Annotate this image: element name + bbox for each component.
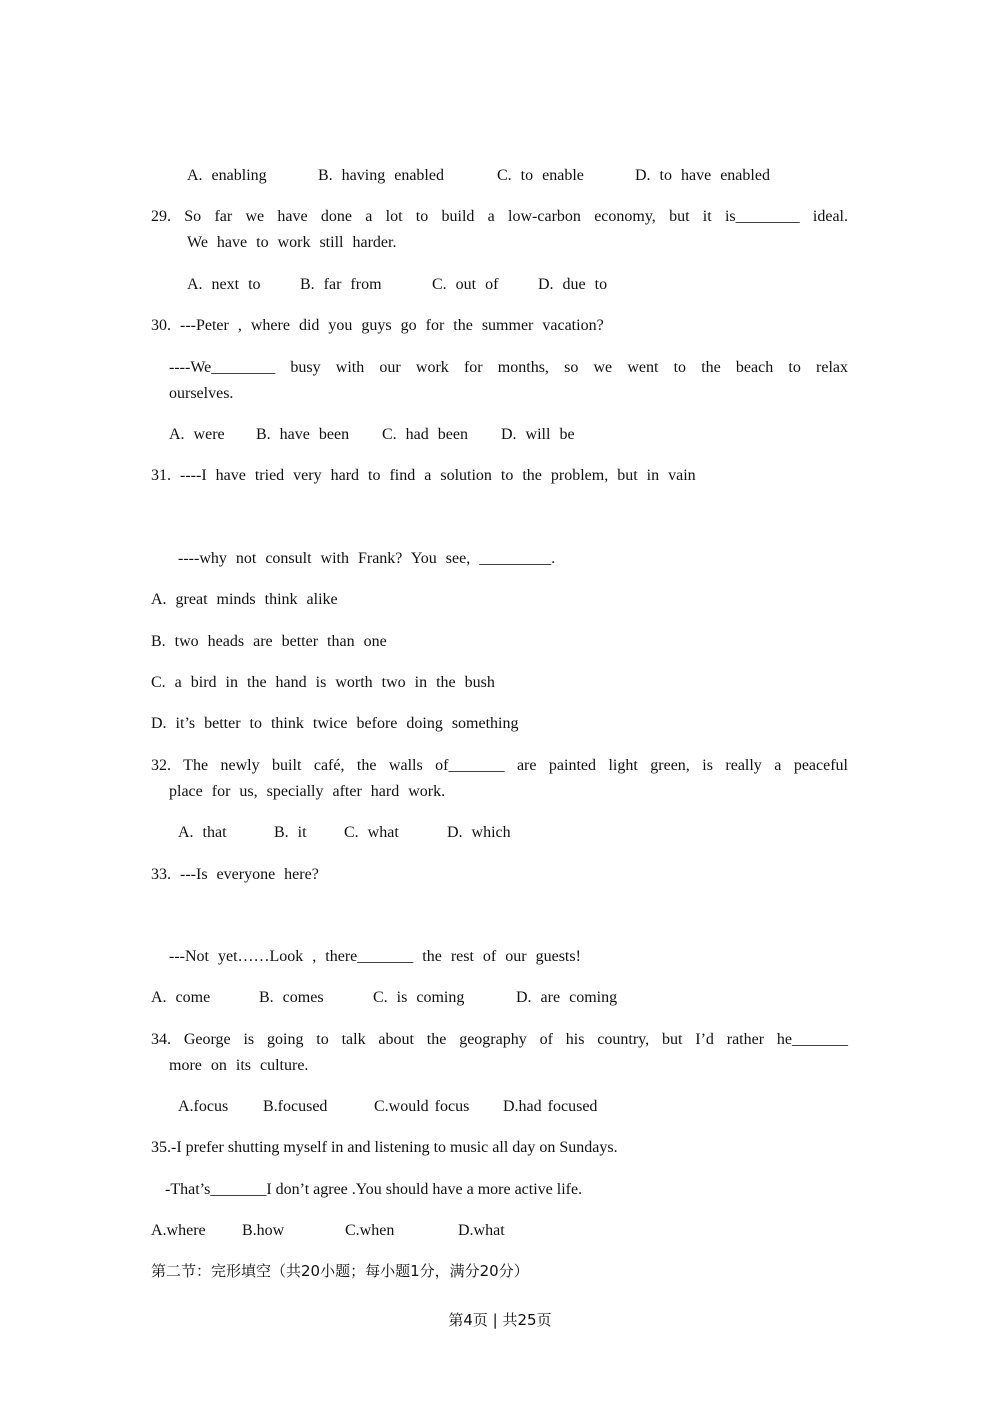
q31-option-c: C. a bird in the hand is worth two in the bush [151,674,495,691]
q33-option-b: B. comes [259,989,324,1006]
q28-option-c: C. to enable [497,167,584,184]
q30-response-cont: ourselves. [169,385,234,402]
q29-stem: 29. So far we have done a lot to build a low-carbon economy, but it is________ ideal. [151,208,848,225]
q33-stem: 33. ---Is everyone here? [151,866,319,883]
q32-stem-cont: place for us, specially after hard work. [169,783,446,800]
q34-option-b: B.focused [263,1098,328,1115]
q28-option-b: B. having enabled [318,167,444,184]
q34-option-d: D.had focused [503,1098,598,1115]
q29-option-a: A. next to [187,276,261,293]
q31-option-a: A. great minds think alike [151,591,338,608]
q35-option-d: D.what [458,1222,505,1239]
q29-stem-cont: We have to work still harder. [187,234,397,251]
q32-option-d: D. which [447,824,511,841]
q33-option-a: A. come [151,989,211,1006]
q29-option-d: D. due to [538,276,608,293]
q31-option-d: D. it’s better to think twice before doing something [151,715,519,732]
q32-stem: 32. The newly built café, the walls of_______ are painted light green, is really a peaceful [151,757,848,774]
q35-option-c: C.when [345,1222,395,1239]
q28-option-d: D. to have enabled [635,167,770,184]
q30-option-c: C. had been [382,426,468,443]
q32-option-c: C. what [344,824,399,841]
q30-stem: 30. ---Peter , where did you guys go for the summer vacation? [151,317,604,334]
q29-option-b: B. far from [300,276,382,293]
q34-option-c: C.would focus [374,1098,470,1115]
q32-option-a: A. that [178,824,227,841]
q35-response: -That’s_______I don’t agree .You should have a more active life. [165,1181,583,1198]
q30-response: ----We________ busy with our work for months, so we went to the beach to relax [169,359,848,376]
q35-stem: 35.-I prefer shutting myself in and listening to music all day on Sundays. [151,1139,618,1156]
q30-option-d: D. will be [501,426,575,443]
q31-stem: 31. ----I have tried very hard to find a solution to the problem, but in vain [151,467,696,484]
q31-response: ----why not consult with Frank? You see, _________. [178,550,556,567]
q33-option-c: C. is coming [373,989,465,1006]
q34-stem: 34. George is going to talk about the geography of his country, but I’d rather he_______ [151,1031,848,1048]
q33-option-d: D. are coming [516,989,618,1006]
q28-option-a: A. enabling [187,167,267,184]
q30-option-b: B. have been [256,426,350,443]
q34-stem-cont: more on its culture. [169,1057,309,1074]
q35-option-b: B.how [242,1222,285,1239]
q33-response: ---Not yet……Look , there_______ the rest of our guests! [169,948,581,965]
q29-option-c: C. out of [432,276,499,293]
section2-heading: 第二节：完形填空（共20小题；每小题1分，满分20分） [151,1262,529,1280]
q32-option-b: B. it [274,824,307,841]
q31-option-b: B. two heads are better than one [151,633,387,650]
q34-option-a: A.focus [178,1098,229,1115]
page-footer: 第4页 | 共25页 [448,1311,552,1329]
q30-option-a: A. were [169,426,225,443]
q35-option-a: A.where [151,1222,206,1239]
